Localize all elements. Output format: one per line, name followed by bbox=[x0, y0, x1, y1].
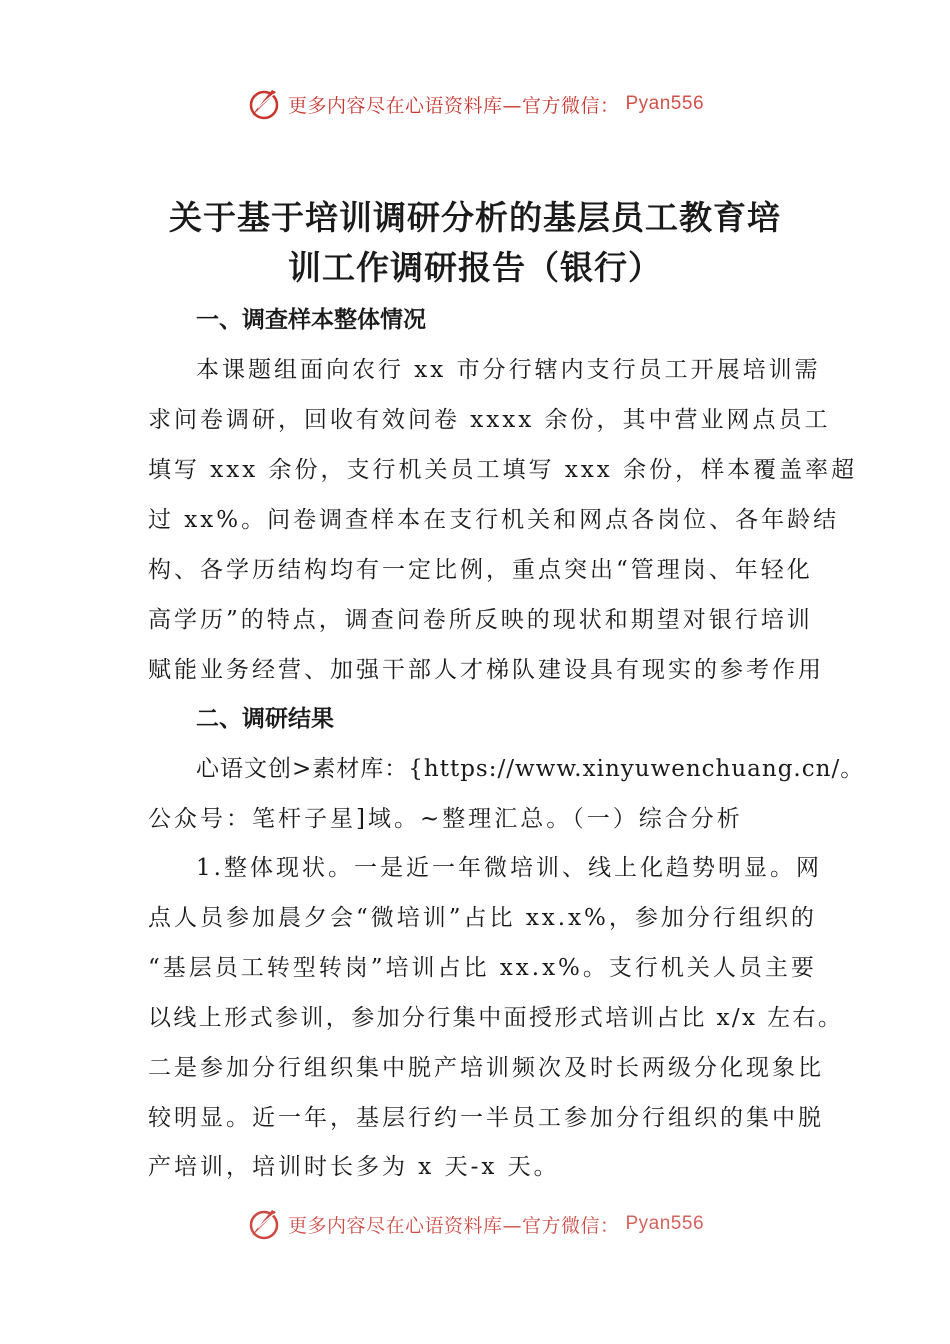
body-line: 赋能业务经营、加强干部人才梯队建设具有现实的参考作用 bbox=[148, 657, 824, 683]
body-line: 点人员参加晨夕会“微培训”占比 xx.x%，参加分行组织的 bbox=[148, 905, 817, 931]
watermark-id: Pyan556 bbox=[625, 1213, 705, 1234]
body-line: 二是参加分行组织集中脱产培训频次及时长两级分化现象比 bbox=[148, 1055, 824, 1081]
watermark-text: 更多内容尽在心语资料库—官方微信： bbox=[287, 1214, 620, 1237]
watermark-top bbox=[0, 86, 950, 122]
body-line: 1.整体现状。一是近一年微培训、线上化趋势明显。网 bbox=[196, 855, 822, 881]
quill-logo-icon bbox=[246, 1206, 282, 1242]
body-line: 过 xx%。问卷调查样本在支行机关和网点各岗位、各年龄结 bbox=[148, 507, 840, 533]
section-heading-1: 一、调查样本整体情况 bbox=[196, 307, 426, 333]
document-title-line-2: 训工作调研报告（银行） bbox=[288, 248, 662, 287]
body-line: 产培训，培训时长多为 x 天-x 天。 bbox=[148, 1154, 560, 1180]
watermark-bottom bbox=[0, 1206, 950, 1242]
body-line: 填写 xxx 余份，支行机关员工填写 xxx 余份，样本覆盖率超 bbox=[148, 457, 858, 483]
body-line: 较明显。近一年，基层行约一半员工参加分行组织的集中脱 bbox=[148, 1105, 824, 1131]
body-line: 本课题组面向农行 xx 市分行辖内支行员工开展培训需 bbox=[196, 357, 821, 383]
watermark-text: 更多内容尽在心语资料库—官方微信： bbox=[287, 94, 620, 117]
body-line: 公众号：笔杆子星]域。~整理汇总。（一）综合分析 bbox=[148, 806, 743, 832]
body-line: 求问卷调研，回收有效问卷 xxxx 余份，其中营业网点员工 bbox=[148, 407, 831, 433]
body-line: 心语文创>素材库：{https://www.xinyuwenchuang.cn/。 bbox=[196, 756, 865, 782]
quill-logo-icon bbox=[246, 86, 282, 122]
section-heading-2: 二、调研结果 bbox=[196, 706, 334, 732]
body-line: “基层员工转型转岗”培训占比 xx.x%。支行机关人员主要 bbox=[148, 955, 817, 981]
document-title-line-1: 关于基于培训调研分析的基层员工教育培 bbox=[169, 198, 781, 237]
body-line: 以线上形式参训，参加分行集中面授形式培训占比 x/x 左右。 bbox=[148, 1005, 844, 1031]
watermark-id: Pyan556 bbox=[625, 93, 705, 114]
body-line: 高学历”的特点，调查问卷所反映的现状和期望对银行培训 bbox=[148, 607, 813, 633]
body-line: 构、各学历结构均有一定比例，重点突出“管理岗、年轻化 bbox=[148, 557, 813, 583]
